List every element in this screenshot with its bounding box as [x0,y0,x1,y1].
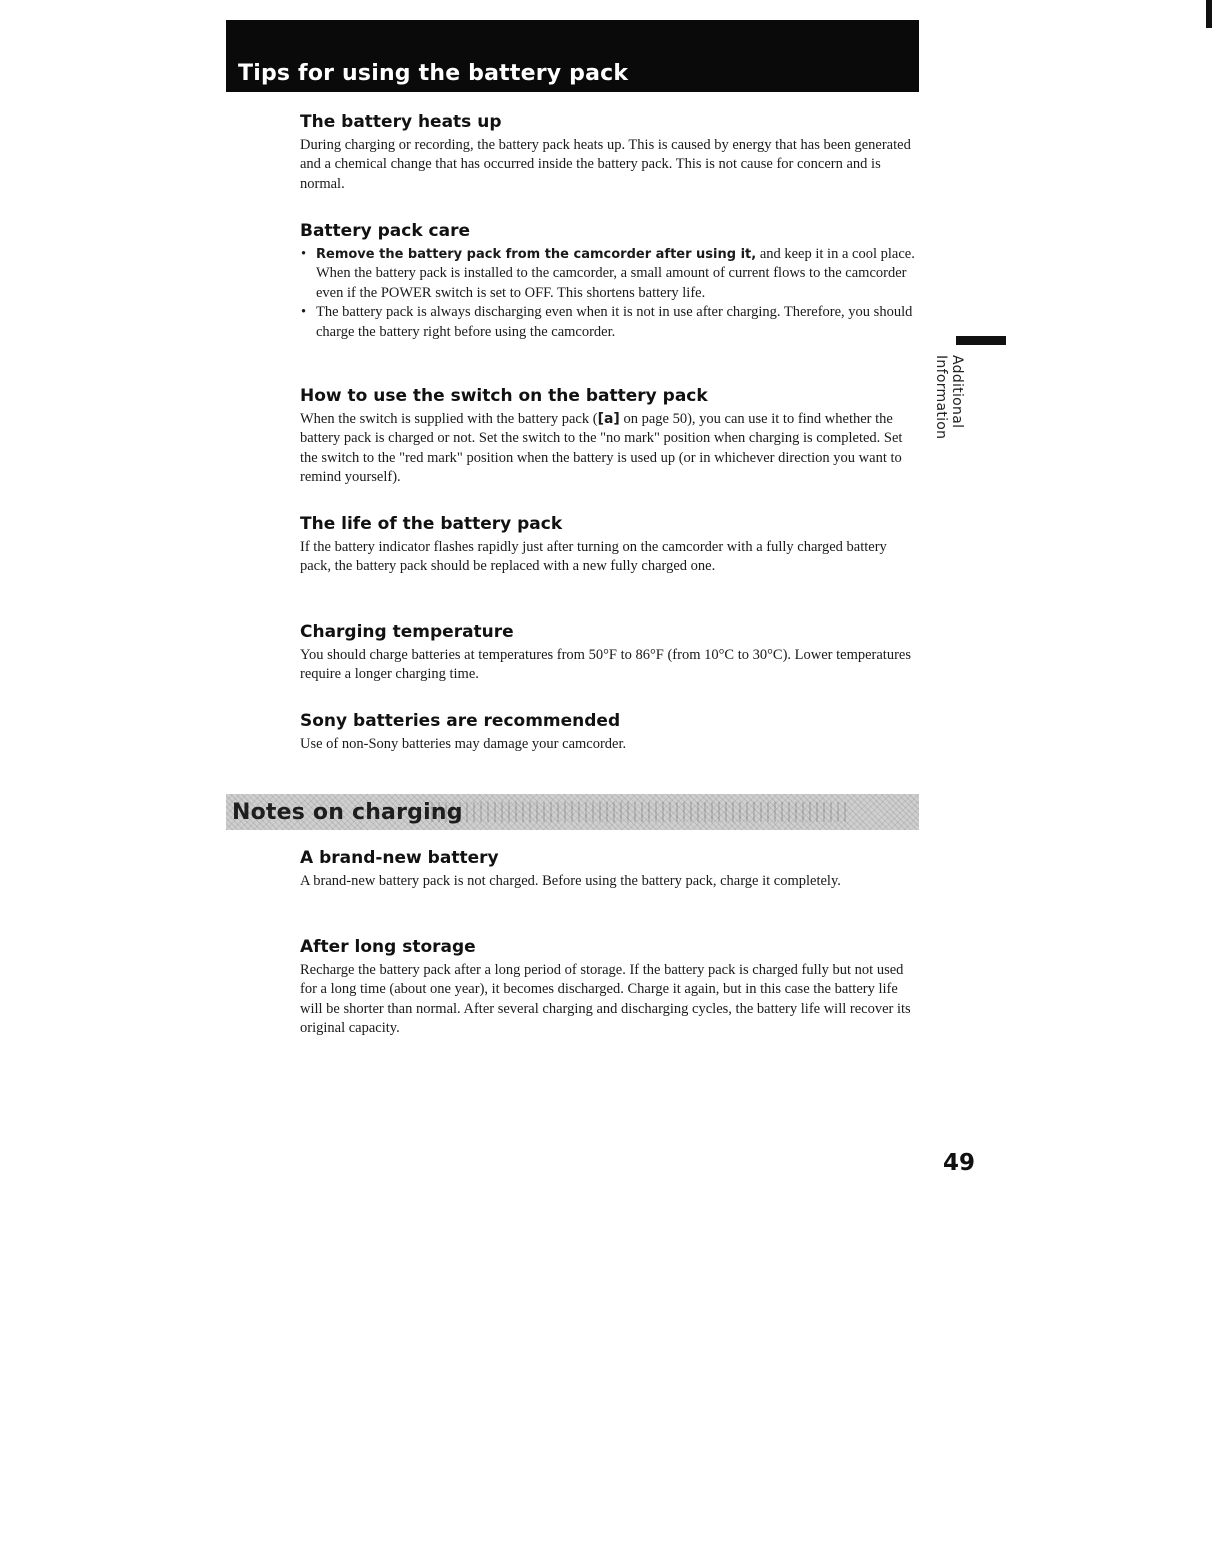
tips-section-banner [226,20,919,92]
life-body: If the battery indicator flashes rapidly just after turning on the camcorder with a fully charged battery pack, the battery pack should be replaced with a new fully charged one. [300,539,887,575]
heats-up-heading: The battery heats up [300,112,502,132]
switch-body [300,410,920,488]
notes-banner-title: Notes on charging [232,800,463,825]
brand-new-heading: A brand-new battery [300,848,499,868]
care-list [300,245,920,342]
section-battery-switch [300,386,920,488]
care-item1-lead: Remove the battery pack from the camcorder after using it, [316,247,757,262]
page-number: 49 [943,1150,976,1176]
tips-banner-title: Tips for using the battery pack [238,61,629,86]
long-storage-body: Recharge the battery pack after a long period of storage. If the battery pack is charged fully but not used for a long time (about one year), it becomes discharged. Charge it again, but in this case the battery life will be shorter than normal. After several charging and discharging cycles, the battery life will recover its original capacity. [300,962,911,1037]
bullet-icon: • [301,246,307,262]
section-battery-pack-care [300,221,920,342]
brand-new-body: A brand-new battery pack is not charged. Before using the battery pack, charge it completely. [300,873,841,889]
heats-up-body: During charging or recording, the battery pack heats up. This is caused by energy that has been generated and a chemical change that has occurred inside the battery pack. This is not cause for concern and is normal. [300,137,911,192]
recommended-body: Use of non-Sony batteries may damage your camcorder. [300,736,627,752]
switch-heading: How to use the switch on the battery pack [300,386,708,406]
section-battery-heats-up [300,112,920,194]
switch-body-start: When the switch is supplied with the battery pack ( [300,411,598,427]
section-sony-batteries [300,711,920,754]
care-item1-rest: and keep it in a cool place. When the battery pack is installed to the camcorder, a small amount of current flows to the camcorder even if the POWER switch is set to OFF. This shortens battery life. [316,246,915,301]
temperature-body: You should charge batteries at temperatures from 50°F to 86°F (from 10°C to 30°C). Lower temperatures require a longer charging time. [300,647,911,683]
section-after-long-storage [300,937,920,1039]
banner-scan-noise [431,802,851,822]
section-battery-life [300,514,920,577]
care-heading: Battery pack care [300,221,470,241]
notes-section-banner [226,794,919,830]
recommended-heading: Sony batteries are recommended [300,711,621,731]
bullet-icon: • [301,304,307,321]
care-list-item [300,245,920,303]
care-list-item [300,303,920,342]
section-brand-new-battery [300,848,920,891]
care-item2-text: The battery pack is always discharging even when it is not in use after charging. Therefore, you should charge the battery right before using the camcorder. [316,304,913,340]
side-tab-marker [956,336,1006,345]
temperature-heading: Charging temperature [300,622,514,642]
long-storage-heading: After long storage [300,937,476,957]
side-section-label: Additional Information [933,355,965,440]
switch-figure-ref: [a] [597,411,620,427]
life-heading: The life of the battery pack [300,514,563,534]
section-charging-temperature [300,622,920,685]
corner-registration-mark [1206,0,1212,28]
switch-body-rest: on page 50), you can use it to find whether the battery pack is charged or not. Set the switch to the "no mark" position when charging is completed. Set the switch to the "red mark" position when the battery is used up (or in whichever direction you want to remind yourself). [300,411,903,486]
